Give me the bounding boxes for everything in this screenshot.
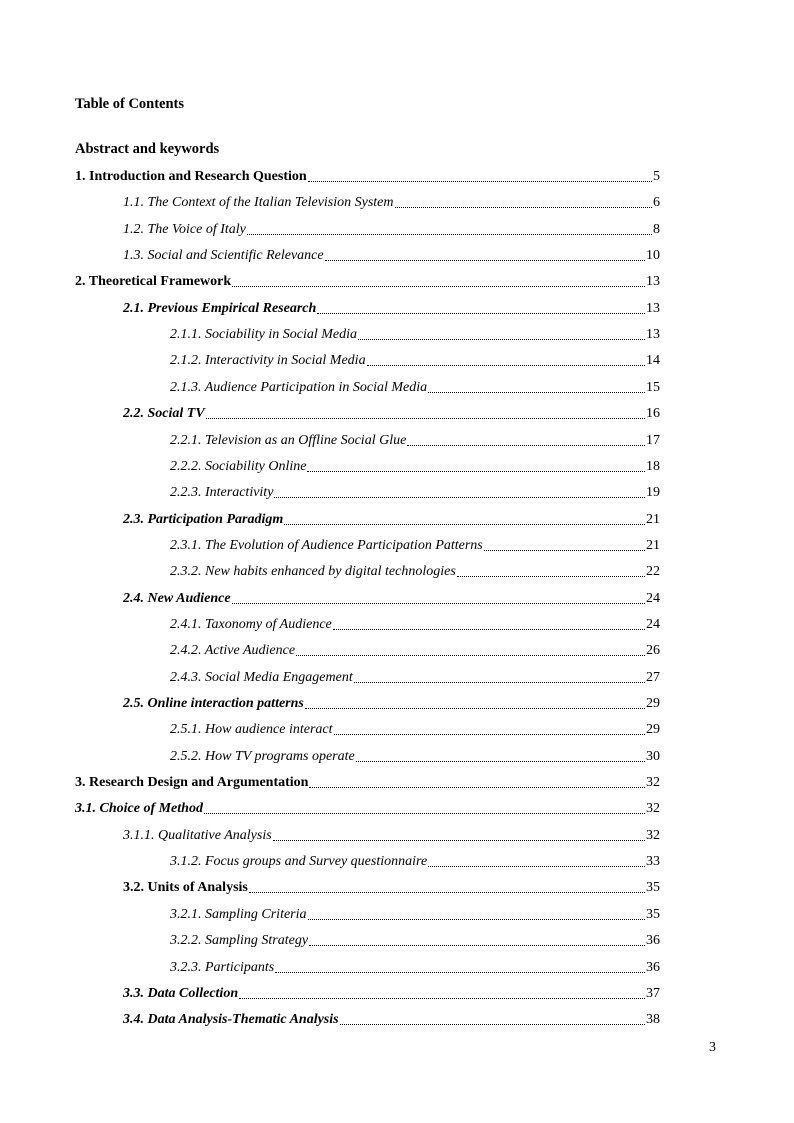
toc-entry-page: 13 <box>646 274 660 290</box>
toc-entry[interactable] <box>170 614 660 634</box>
toc-entry-page: 24 <box>646 616 660 632</box>
toc-entry-page: 21 <box>646 511 660 527</box>
toc-entry[interactable] <box>170 482 660 502</box>
toc-entry[interactable] <box>123 403 660 423</box>
toc-entry[interactable] <box>123 298 660 318</box>
dot-leader <box>247 234 652 235</box>
toc-entry-title: 2.4.1. Taxonomy of Audience <box>170 616 332 632</box>
toc-entry-page: 14 <box>646 353 660 369</box>
toc-entry-title: 2.5.1. How audience interact <box>170 722 333 738</box>
toc-entry[interactable] <box>123 983 660 1003</box>
dot-leader <box>325 260 645 261</box>
toc-entry-page: 22 <box>646 564 660 580</box>
dot-leader <box>206 418 645 419</box>
toc-entry-page: 24 <box>646 590 660 606</box>
toc-entry-title: 2.2.1. Television as an Offline Social Glue <box>170 432 407 448</box>
toc-entry-page: 33 <box>646 854 660 870</box>
toc-entry-page: 29 <box>646 722 660 738</box>
dot-leader <box>275 972 645 973</box>
toc-entry-title: 2. Theoretical Framework <box>75 274 232 290</box>
toc-entry-page: 19 <box>646 485 660 501</box>
toc-entry-title: 2.4.2. Active Audience <box>170 643 296 659</box>
toc-entry-page: 32 <box>646 827 660 843</box>
toc-entry-page: 13 <box>646 327 660 343</box>
toc-entry-title: 2.1.3. Audience Participation in Social Media <box>170 379 428 395</box>
toc-entry-title: 2.4.3. Social Media Engagement <box>170 669 353 685</box>
toc-entry-page: 17 <box>646 432 660 448</box>
dot-leader <box>358 339 645 340</box>
dot-leader <box>333 629 645 630</box>
toc-entry-title: 2.2. Social TV <box>123 406 205 422</box>
dot-leader <box>354 682 645 683</box>
toc-entry-page: 32 <box>646 775 660 791</box>
toc-entry[interactable] <box>123 825 660 845</box>
toc-entry-title: 1.3. Social and Scientific Relevance <box>123 248 324 264</box>
toc-entry[interactable] <box>170 904 660 924</box>
toc-entry-page: 36 <box>646 933 660 949</box>
toc-entry-page: 13 <box>646 300 660 316</box>
toc-entry[interactable] <box>123 245 660 265</box>
toc-entry-title: 3.1. Choice of Method <box>75 801 203 817</box>
dot-leader <box>249 892 645 893</box>
toc-entry[interactable] <box>170 719 660 739</box>
dot-leader <box>232 286 645 287</box>
toc-entry[interactable] <box>170 535 660 555</box>
dot-leader <box>395 207 652 208</box>
dot-leader <box>296 655 645 656</box>
dot-leader <box>284 524 645 525</box>
toc-entry-page: 35 <box>646 880 660 896</box>
toc-entry-page: 37 <box>646 985 660 1001</box>
toc-entry[interactable] <box>170 377 660 397</box>
toc-entry[interactable] <box>123 1009 660 1029</box>
toc-entry[interactable] <box>123 509 660 529</box>
dot-leader <box>309 945 645 946</box>
toc-entry[interactable] <box>170 957 660 977</box>
dot-leader <box>308 919 645 920</box>
dot-leader <box>484 550 645 551</box>
toc-entry-page: 8 <box>653 221 660 237</box>
toc-entry-page: 18 <box>646 458 660 474</box>
toc-entry-title: 3.1.1. Qualitative Analysis <box>123 827 272 843</box>
toc-entry[interactable] <box>170 746 660 766</box>
toc-entry[interactable] <box>170 430 660 450</box>
toc-entry-title: 2.1.2. Interactivity in Social Media <box>170 353 366 369</box>
toc-entry-page: 15 <box>646 379 660 395</box>
toc-entry-page: 26 <box>646 643 660 659</box>
toc-entry[interactable] <box>75 166 660 186</box>
toc-entry[interactable] <box>123 693 660 713</box>
toc-entry[interactable] <box>123 219 660 239</box>
toc-entry[interactable] <box>123 192 660 212</box>
toc-entry-page: 27 <box>646 669 660 685</box>
toc-entry-title: 3. Research Design and Argumentation <box>75 775 309 791</box>
dot-leader <box>428 866 645 867</box>
toc-entry[interactable] <box>170 350 660 370</box>
toc-entry[interactable] <box>170 640 660 660</box>
dot-leader <box>239 998 645 999</box>
toc-heading: Table of Contents <box>75 96 185 112</box>
toc-entry-page: 29 <box>646 696 660 711</box>
dot-leader <box>308 181 652 182</box>
toc-entry[interactable] <box>170 456 660 476</box>
toc-entry-title: 2.5. Online interaction patterns <box>123 696 304 711</box>
toc-abstract-entry[interactable]: Abstract and keywords <box>75 141 220 157</box>
toc-entry-title: 1.1. The Context of the Italian Television System <box>123 195 394 211</box>
toc-entry-title: 2.2.2. Sociability Online <box>170 458 307 474</box>
toc-entry-title: 3.4. Data Analysis-Thematic Analysis <box>123 1012 339 1028</box>
toc-entry-title: 2.3.2. New habits enhanced by digital technologies <box>170 564 456 580</box>
dot-leader <box>204 813 645 814</box>
dot-leader <box>340 1024 645 1025</box>
dot-leader <box>367 365 645 366</box>
dot-leader <box>274 497 645 498</box>
dot-leader <box>305 708 645 709</box>
toc-entry-title: 2.1.1. Sociability in Social Media <box>170 327 358 343</box>
toc-entry-page: 16 <box>646 406 660 422</box>
toc-entry-page: 38 <box>646 1012 660 1028</box>
dot-leader <box>273 840 645 841</box>
toc-entry-page: 36 <box>646 959 660 975</box>
dot-leader <box>356 761 645 762</box>
toc-entry[interactable] <box>170 930 660 950</box>
toc-entry-title: 2.1. Previous Empirical Research <box>123 300 317 316</box>
toc-entry-title: 3.2.2. Sampling Strategy <box>170 933 309 949</box>
toc-entry[interactable] <box>75 271 660 291</box>
toc-entry-page: 10 <box>646 248 660 264</box>
toc-entry[interactable] <box>170 667 660 687</box>
toc-entry-title: 3.2. Units of Analysis <box>123 880 248 896</box>
dot-leader <box>334 734 645 735</box>
toc-entry-title: 3.1.2. Focus groups and Survey questionnaire <box>170 854 428 870</box>
toc-entry-page: 6 <box>653 195 660 211</box>
toc-entry[interactable] <box>170 324 660 344</box>
toc-entry[interactable] <box>170 851 660 871</box>
toc-entry-title: 2.3. Participation Paradigm <box>123 511 284 527</box>
toc-entry-title: 1.2. The Voice of Italy <box>123 221 246 237</box>
toc-entry-page: 21 <box>646 537 660 553</box>
toc-entry[interactable] <box>123 877 660 897</box>
dot-leader <box>407 445 645 446</box>
toc-entry-title: 2.5.2. How TV programs operate <box>170 748 355 764</box>
toc-entry-page: 35 <box>646 906 660 922</box>
toc-entry-title: 2.2.3. Interactivity <box>170 485 274 501</box>
dot-leader <box>307 471 645 472</box>
dot-leader <box>309 787 645 788</box>
dot-leader <box>428 392 645 393</box>
toc-entry-page: 32 <box>646 801 660 817</box>
toc-entry-title: 2.4. New Audience <box>123 590 231 606</box>
toc-entry-page: 30 <box>646 748 660 764</box>
toc-entry-title: 3.2.1. Sampling Criteria <box>170 906 307 922</box>
dot-leader <box>317 313 645 314</box>
dot-leader <box>232 603 645 604</box>
toc-entry[interactable] <box>75 798 660 818</box>
toc-entry[interactable] <box>75 772 660 792</box>
toc-entry-title: 3.3. Data Collection <box>123 985 239 1001</box>
toc-entry-title: 1. Introduction and Research Question <box>75 169 307 184</box>
toc-entry-title: 2.3.1. The Evolution of Audience Participation Patterns <box>170 537 483 553</box>
dot-leader <box>457 576 645 577</box>
toc-entry[interactable] <box>170 561 660 581</box>
toc-entry[interactable] <box>123 588 660 608</box>
toc-entry-page: 5 <box>653 169 660 184</box>
page-number: 3 <box>709 1040 716 1055</box>
toc-entry-title: 3.2.3. Participants <box>170 959 275 975</box>
